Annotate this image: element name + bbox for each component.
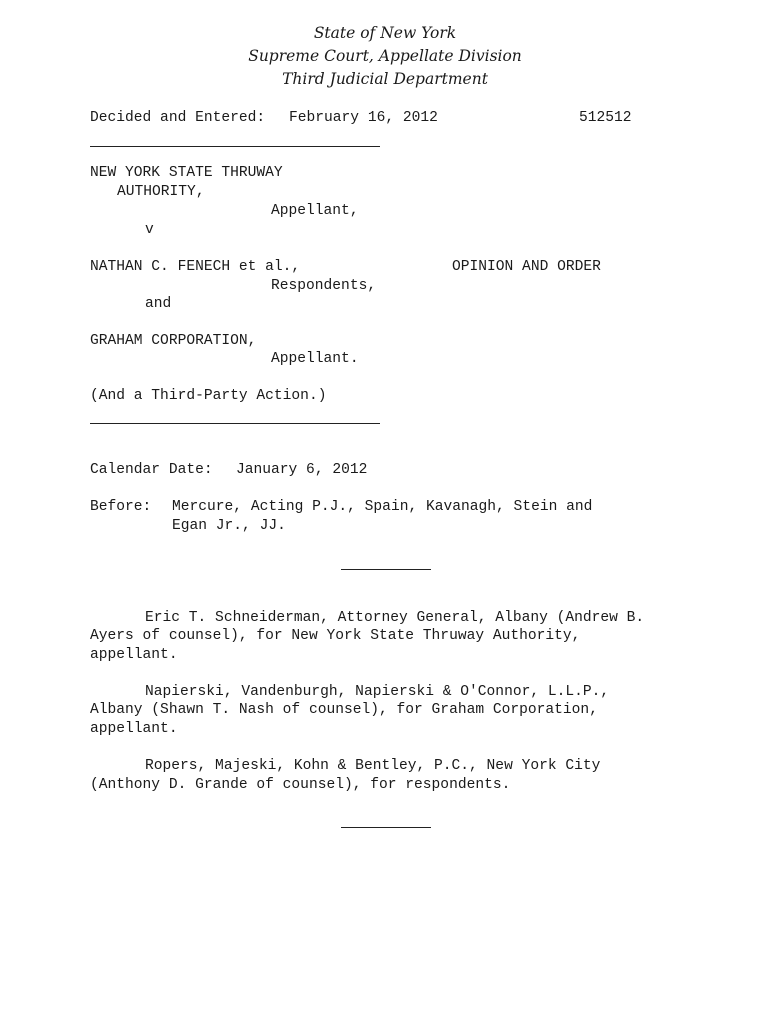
- counsel-3-line2: (Anthony D. Grande of counsel), for respondents.: [90, 777, 511, 793]
- end-divider: [341, 827, 431, 828]
- and-conjunction: and: [145, 296, 172, 312]
- caption-top-rule: [90, 146, 380, 147]
- court-name: Supreme Court, Appellate Division: [248, 47, 522, 65]
- versus: v: [145, 222, 154, 238]
- counsel-2-line1: Napierski, Vandenburgh, Napierski & O'Connor, L.L.P.,: [145, 684, 610, 700]
- party2-role: Respondents,: [271, 278, 377, 294]
- document-title: OPINION AND ORDER: [452, 259, 601, 275]
- counsel-1-line3: appellant.: [90, 647, 178, 663]
- party3-role: Appellant.: [271, 351, 359, 367]
- counsel-1-line2: Ayers of counsel), for New York State Thruway Authority,: [90, 628, 581, 644]
- caption-bottom-rule: [90, 423, 380, 424]
- party1-name-line1: NEW YORK STATE THRUWAY: [90, 165, 283, 181]
- calendar-label: Calendar Date:: [90, 462, 213, 478]
- court-state: State of New York: [313, 24, 457, 42]
- before-label: Before:: [90, 499, 152, 515]
- decided-label: Decided and Entered:: [90, 110, 266, 126]
- court-department: Third Judicial Department: [282, 70, 488, 88]
- section-divider: [341, 569, 431, 570]
- calendar-date: January 6, 2012: [236, 462, 368, 478]
- counsel-3-line1: Ropers, Majeski, Kohn & Bentley, P.C., New York City: [145, 758, 601, 774]
- third-party-action: (And a Third-Party Action.): [90, 388, 327, 404]
- counsel-2-line2: Albany (Shawn T. Nash of counsel), for Graham Corporation,: [90, 702, 598, 718]
- docket-number: 512512: [579, 110, 632, 126]
- before-justices-line1: Mercure, Acting P.J., Spain, Kavanagh, Stein and: [172, 499, 593, 515]
- decided-date: February 16, 2012: [289, 110, 438, 126]
- counsel-2-line3: appellant.: [90, 721, 178, 737]
- party3-name: GRAHAM CORPORATION,: [90, 333, 257, 349]
- before-justices-line2: Egan Jr., JJ.: [172, 518, 286, 534]
- counsel-1-line1: Eric T. Schneiderman, Attorney General, Albany (Andrew B.: [145, 610, 645, 626]
- party1-name-line2: AUTHORITY,: [117, 184, 205, 200]
- party2-name: NATHAN C. FENECH et al.,: [90, 259, 301, 275]
- party1-role: Appellant,: [271, 203, 359, 219]
